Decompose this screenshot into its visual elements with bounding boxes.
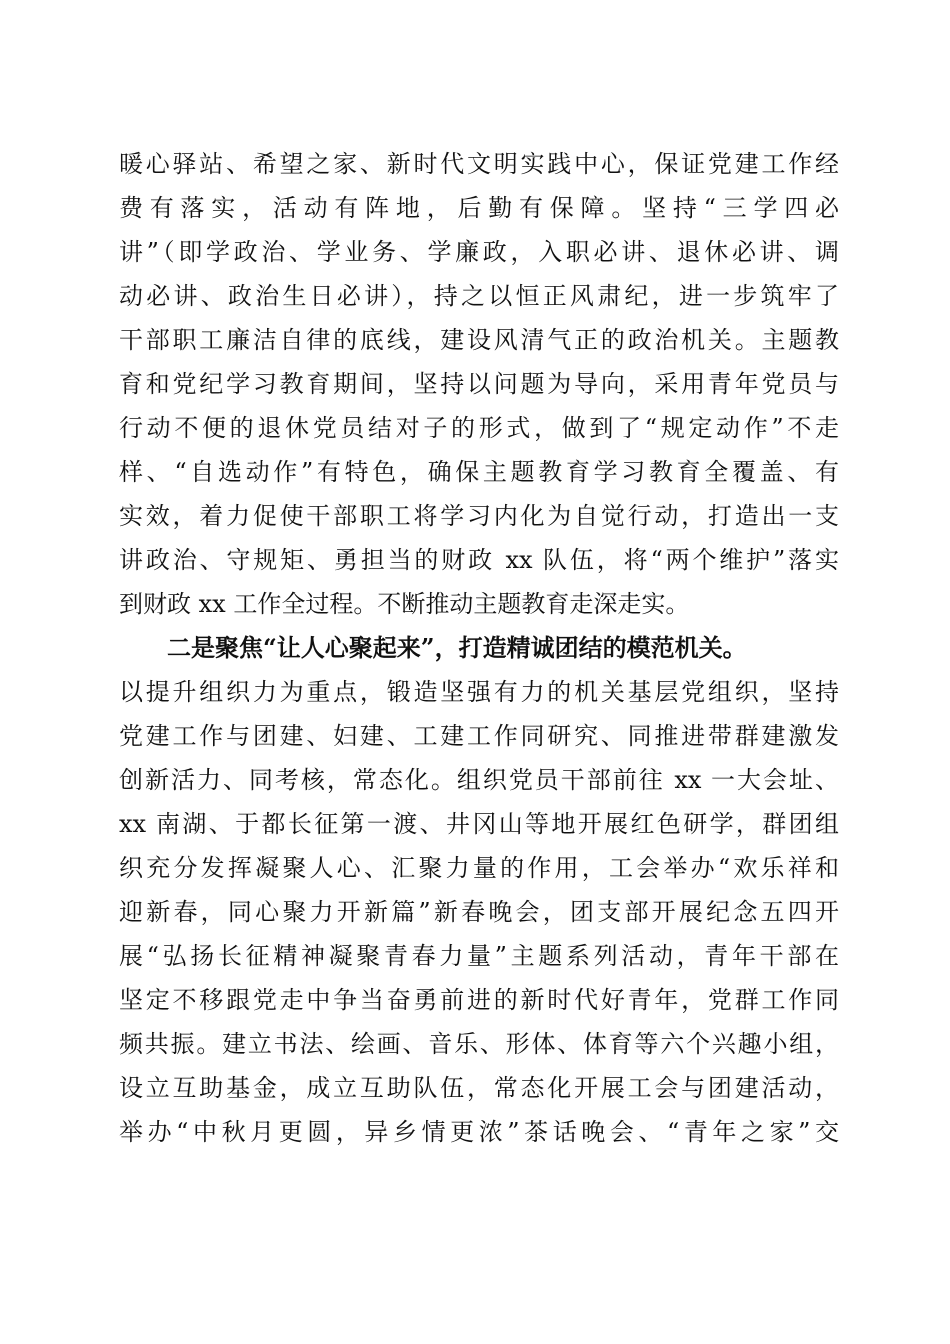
- paragraph-2-line: 以提升组织力为重点，锻造坚强有力的机关基层党组织，坚持: [119, 678, 839, 706]
- paragraph-2: [119, 626, 839, 1154]
- paragraph-2-heading: 二是聚焦“让人心聚起来”，打造精诚团结的模范机关。: [167, 633, 747, 662]
- paragraph-1-line: 干部职工廉洁自律的底线，建设风清气正的政治机关。主题教: [119, 326, 839, 354]
- paragraph-2-line: 迎新春，同心聚力开新篇”新春晚会，团支部开展纪念五四开: [119, 898, 839, 926]
- paragraph-1-line: 行动不便的退休党员结对子的形式，做到了“规定动作”不走: [119, 414, 839, 442]
- paragraph-2-line: 坚定不移跟党走中争当奋勇前进的新时代好青年，党群工作同: [119, 986, 839, 1014]
- paragraph-2-line: 举办“中秋月更圆，异乡情更浓”茶话晚会、“青年之家”交: [119, 1118, 839, 1146]
- paragraph-2-line: 展“弘扬长征精神凝聚青春力量”主题系列活动，青年干部在: [119, 942, 839, 970]
- paragraph-2-line: 设立互助基金，成立互助队伍，常态化开展工会与团建活动，: [119, 1074, 839, 1102]
- paragraph-1-line: 到财政 xx 工作全过程。不断推动主题教育走深走实。: [119, 590, 690, 618]
- paragraph-2-line: 党建工作与团建、妇建、工建工作同研究、同推进带群建激发: [119, 722, 839, 750]
- paragraph-2-line: 创新活力、同考核，常态化。组织党员干部前往 xx 一大会址、: [119, 766, 839, 794]
- paragraph-1-line: 讲政治、守规矩、勇担当的财政 xx 队伍，将“两个维护”落实: [119, 546, 839, 574]
- paragraph-1-line: 讲”（即学政治、学业务、学廉政，入职必讲、退休必讲、调: [119, 238, 839, 266]
- paragraph-1: [119, 142, 839, 626]
- paragraph-1-line: 暖心驿站、希望之家、新时代文明实践中心，保证党建工作经: [119, 150, 839, 178]
- paragraph-2-line: 频共振。建立书法、绘画、音乐、形体、体育等六个兴趣小组，: [119, 1030, 839, 1058]
- paragraph-2-line: xx 南湖、于都长征第一渡、井冈山等地开展红色研学，群团组: [119, 810, 839, 838]
- paragraph-2-line: 织充分发挥凝聚人心、汇聚力量的作用，工会举办“欢乐祥和: [119, 854, 839, 882]
- paragraph-1-line: 动必讲、政治生日必讲），持之以恒正风肃纪，进一步筑牢了: [119, 282, 839, 310]
- paragraph-1-line: 实效，着力促使干部职工将学习内化为自觉行动，打造出一支: [119, 502, 839, 530]
- paragraph-1-line: 费有落实，活动有阵地，后勤有保障。坚持“三学四必: [119, 194, 839, 222]
- paragraph-1-line: 育和党纪学习教育期间，坚持以问题为导向，采用青年党员与: [119, 370, 839, 398]
- paragraph-1-line: 样、“自选动作”有特色，确保主题教育学习教育全覆盖、有: [119, 458, 839, 486]
